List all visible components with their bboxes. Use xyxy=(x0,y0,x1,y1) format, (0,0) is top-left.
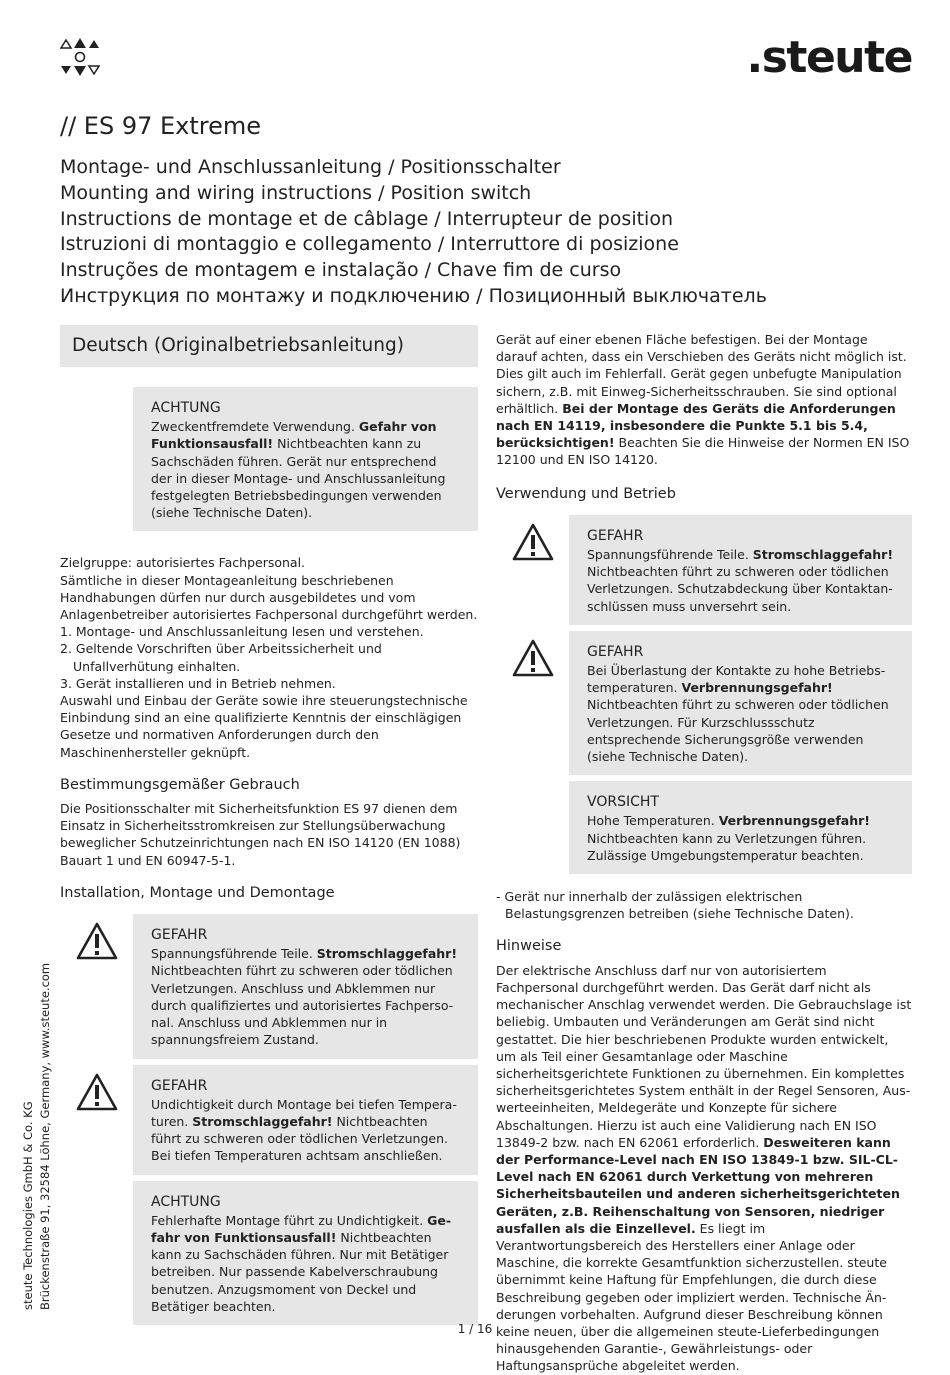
mounting-text: Gerät auf einer ebenen Fläche befestigen. Bei der Montage darauf achten, dass ein Verschieben des Geräts nicht möglich ist. Dies gilt auch im Fehlerfall. Gerät gegen unbefugte Manipulation sichern, z.B. mit Einweg-Sicherheitsschrauben. Sie sind optional erhältlich. Bei der Montage des Geräts die Anforderungen nach EN 14119, insbesondere die Punkte 5.1 bis 5.4, berücksichtigen! Beachten Sie die Hinweise der Normen EN ISO 12100 und EN ISO 14120. xyxy=(496,332,910,468)
heading-operation: Verwendung und Betrieb xyxy=(496,485,676,502)
brand-logo: .steute xyxy=(746,32,912,83)
company-street: Brückenstraße 91, 32584 Löhne, Germany, www.steute.com xyxy=(38,962,52,1310)
left-column xyxy=(60,325,478,1331)
company-name: steute Technologies GmbH & Co. KG xyxy=(21,1101,35,1310)
step-2: 2. Geltende Vorschriften über Arbeitssicherheit und Unfallverhütung einhalten. xyxy=(60,641,382,674)
subtitle-pt: Instruções de montagem e instalação / Chave fim de curso xyxy=(60,259,622,282)
warning-triangle-icon xyxy=(512,639,554,677)
target-group: Zielgruppe: autorisiertes Fachpersonal. xyxy=(60,555,306,571)
heading-installation: Installation, Montage und Demontage xyxy=(60,884,335,901)
steute-logo-mark-icon xyxy=(60,38,100,76)
intro-text: Sämtliche in dieser Montageanleitung beschriebenen Handhabungen dürfen nur durch ausgebildetes und vom Anlagenbetreiber autorisiertes Fachpersonal durchgeführt werden. xyxy=(60,572,478,623)
notice-heading: ACHTUNG xyxy=(151,400,221,416)
notice-text: Hohe Temperaturen. Verbrennungsgefahr! Nichtbeachten kann zu Verletzungen führen. Zulässige Umgebungstemperatur beachten. xyxy=(587,813,870,863)
notice-gefahr-4 xyxy=(496,631,912,781)
notice-text: Zweckentfremdete Verwendung. Gefahr von Funktionsausfall! Nichtbeachten kann zu Sachschäden führen. Gerät nur entsprechend der in dieser Montage- und Anschlussanleitung festgelegten Betriebsbedingungen verwenden (siehe Technische Daten). xyxy=(151,419,446,521)
notes-text: Der elektrische Anschluss darf nur von autorisiertem Fachpersonal durchgeführt werden. Das Gerät darf nicht als mechanischer Anschlag verwendet werden. Die Gebrauchslage ist beliebig. Umbauten und Veränderungen am Gerät sind nicht gestattet. Die hier beschriebenen Produkte wurden entwickelt, um als Teil einer Gesamtanlage oder Maschine sicherheitsgerichtete Funktionen zu übernehmen. Ein komplettes sicherheitsgerichtetes System enthält in der Regel Sensoren, Auswerteeinheiten, Meldegeräte und Konzepte für sichere Abschaltungen. Hierzu ist auch eine Validierung nach EN ISO 13849-2 bzw. nach EN 62061 erforderlich. Desweiteren kann der Performance-Level nach EN ISO 13849-1 bzw. SIL-CL-Level nach EN 62061 durch Verkettung von mehreren Sicherheitsbauteilen und anderen sicherheitsgerichteten Geräten, z.B. Reihenschaltung von Sensoren, niedriger ausfallen als die Einzellevel. Es liegt im Verantwortungsbereich des Herstellers einer Anlage oder Maschine, die korrekte Gesamtfunktion sicherzustellen. steute übernimmt keine Haftung für Empfehlungen, die durch diese Beschreibung gegeben oder impliziert werden. Technische Änderungen vorbehalten. Aufgrund dieser Beschreibung können keine neuen, über die allgemeinen steute-Lieferbedingungen hinausgehenden Garantie-, Gewährleistungs- oder Haftungsansprüche abgeleitet werden. xyxy=(496,962,912,1374)
subtitle-fr: Instructions de montage et de câblage / Interrupteur de position xyxy=(60,207,674,230)
heading-intended-use: Bestimmungsgemäßer Gebrauch xyxy=(60,776,300,793)
notice-gefahr-1 xyxy=(60,914,478,1064)
subtitle-de: Montage- und Anschlussanleitung / Positionsschalter xyxy=(60,156,561,178)
notice-achtung-1 xyxy=(60,387,478,537)
notice-gefahr-3 xyxy=(496,515,912,631)
notice-text: Spannungsführende Teile. Stromschlaggefahr! Nichtbeachten führt zu schweren oder tödlichen Verletzungen. Schutzabdeckung über Kontaktanschlüssen muss unversehrt sein. xyxy=(587,547,894,614)
step-1: 1. Montage- und Anschlussanleitung lesen und verstehen. xyxy=(60,624,424,640)
notice-heading: GEFAHR xyxy=(587,643,644,660)
page-number: 1 / 16 xyxy=(457,1322,493,1336)
subtitle-it: Istruzioni di montaggio e collegamento / Interruttore di posizione xyxy=(60,233,679,256)
notice-text: Bei Überlastung der Kontakte zu hohe Betriebstemperaturen. Verbrennungsgefahr! Nichtbeachten führt zu schweren oder tödlichen Verletzungen. Für Kurzschlussschutz entsprechende Sicherungsgröße verwenden (siehe Technische Daten). xyxy=(587,663,889,765)
intro-block xyxy=(60,554,478,760)
heading-notes: Hinweise xyxy=(496,938,562,955)
notice-heading: GEFAHR xyxy=(587,527,644,544)
step-3: 3. Gerät installieren und in Betrieb nehmen. xyxy=(60,675,336,691)
warning-triangle-icon xyxy=(76,922,118,960)
notice-achtung-2 xyxy=(60,1181,478,1331)
notice-gefahr-2 xyxy=(60,1065,478,1181)
notice-text: Undichtigkeit durch Montage bei tiefen Temperaturen. Stromschlaggefahr! Nichtbeachten führt zu schweren oder tödlichen Verletzungen. Bei tiefen Temperaturen achtsam anschließen. xyxy=(151,1096,457,1164)
notice-vorsicht xyxy=(496,781,912,880)
warning-triangle-icon xyxy=(512,523,554,561)
subtitle-en: Mounting and wiring instructions / Position switch xyxy=(60,181,532,204)
notice-heading: VORSICHT xyxy=(587,794,659,811)
section-title: Deutsch (Originalbetriebsanleitung) xyxy=(60,325,478,367)
notice-heading: GEFAHR xyxy=(151,927,208,944)
notice-heading: GEFAHR xyxy=(151,1077,208,1094)
notice-heading: ACHTUNG xyxy=(151,1193,221,1210)
subtitle-list xyxy=(60,155,767,310)
subtitle-ru: Инструкция по монтажу и подключению / Позиционный выключатель xyxy=(60,284,767,307)
warning-triangle-icon xyxy=(76,1073,118,1111)
notice-text: Fehlerhafte Montage führt zu Undichtigkeit. Gefahr von Funktionsausfall! Nichtbeachten kann zu Sachschäden führen. Nur mit Betätiger betreiben. Nur passende Kabelverschraubung benutzen. Anzugsmoment von Deckel und Betätiger beachten. xyxy=(151,1212,452,1314)
page-title: // ES 97 Extreme xyxy=(60,112,262,140)
electrical-limits-item: - Gerät nur innerhalb der zulässigen elektrischen Belastungsgrenzen betreiben (siehe Technische Daten). xyxy=(496,889,854,922)
selection-text: Auswahl und Einbau der Geräte sowie ihre steuerungstechnische Einbindung sind an eine qualifizierte Kenntnis der einschlägigen Gesetze und normativen Anforderungen durch den Maschinenhersteller geknüpft. xyxy=(60,693,468,760)
intended-use-text: Die Positionsschalter mit Sicherheitsfunktion ES 97 dienen dem Einsatz in Sicherheitsstromkreisen zur Stellungsüberwachung beweglicher Schutzeinrichtungen nach EN ISO 14120 (EN 1088) Bauart 1 und EN 60947-5-1. xyxy=(60,801,461,868)
right-column xyxy=(496,331,912,1375)
notice-text: Spannungsführende Teile. Stromschlaggefahr! Nichtbeachten führt zu schweren oder tödlichen Verletzungen. Anschluss und Abklemmen nur durch qualifiziertes und autorisiertes Fachpersonal. Anschluss und Abklemmen nur in spannungsfreiem Zustand. xyxy=(151,946,458,1048)
